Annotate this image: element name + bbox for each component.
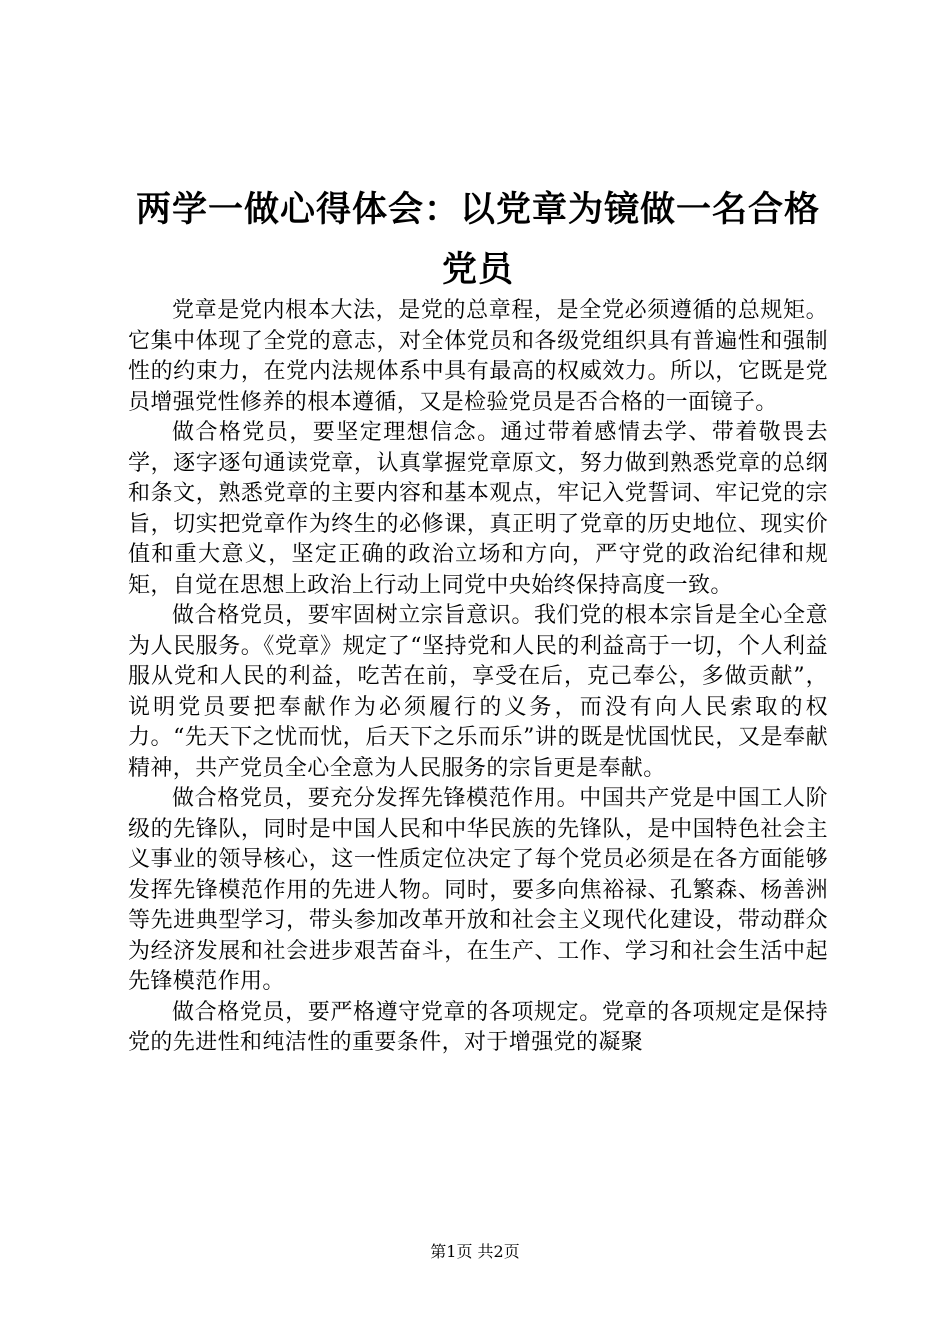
- page-indicator: 第1页 共2页: [430, 1242, 520, 1261]
- paragraph: 做合格党员，要牢固树立宗旨意识。我们党的根本宗旨是全心全意为人民服务。《党章》规定了“坚持党和人民的利益高于一切，个人利益服从党和人民的利益，吃苦在前，享受在后，克己奉公，多做贡献”，说明党员要把奉献作为必须履行的义务，而没有向人民索取的权力。“先天下之忧而忧，后天下之乐而乐”讲的既是忧国忧民，又是奉献精神，共产党员全心全意为人民服务的宗旨更是奉献。: [128, 603, 828, 781]
- paragraph: 做合格党员，要充分发挥先锋模范作用。中国共产党是中国工人阶级的先锋队，同时是中国人民和中华民族的先锋队，是中国特色社会主义事业的领导核心，这一性质定位决定了每个党员必须是在各方面能够发挥先锋模范作用的先进人物。同时，要多向焦裕禄、孔繁森、杨善洲等先进典型学习，带头参加改革开放和社会主义现代化建设，带动群众为经济发展和社会进步艰苦奋斗，在生产、工作、学习和社会生活中起先锋模范作用。: [128, 786, 828, 994]
- paragraph: 党章是党内根本大法，是党的总章程，是全党必须遵循的总规矩。它集中体现了全党的意志，对全体党员和各级党组织具有普遍性和强制性的约束力，在党内法规体系中具有最高的权威效力。所以，它既是党员增强党性修养的根本遵循，又是检验党员是否合格的一面镜子。: [128, 298, 828, 415]
- paragraph: 做合格党员，要严格遵守党章的各项规定。党章的各项规定是保持党的先进性和纯洁性的重要条件，对于增强党的凝聚: [128, 999, 828, 1055]
- document-body: [128, 296, 828, 1146]
- paragraph: 做合格党员，要坚定理想信念。通过带着感情去学、带着敬畏去学，逐字逐句通读党章，认真掌握党章原文，努力做到熟悉党章的总纲和条文，熟悉党章的主要内容和基本观点，牢记入党誓词、牢记党的宗旨，切实把党章作为终生的必修课，真正明了党章的历史地位、现实价值和重大意义，坚定正确的政治立场和方向，严守党的政治纪律和规矩，自觉在思想上政治上行动上同党中央始终保持高度一致。: [128, 420, 828, 598]
- document-title: 两学一做心得体会：以党章为镜做一名合格党员: [135, 189, 820, 290]
- page-footer: [0, 1242, 950, 1262]
